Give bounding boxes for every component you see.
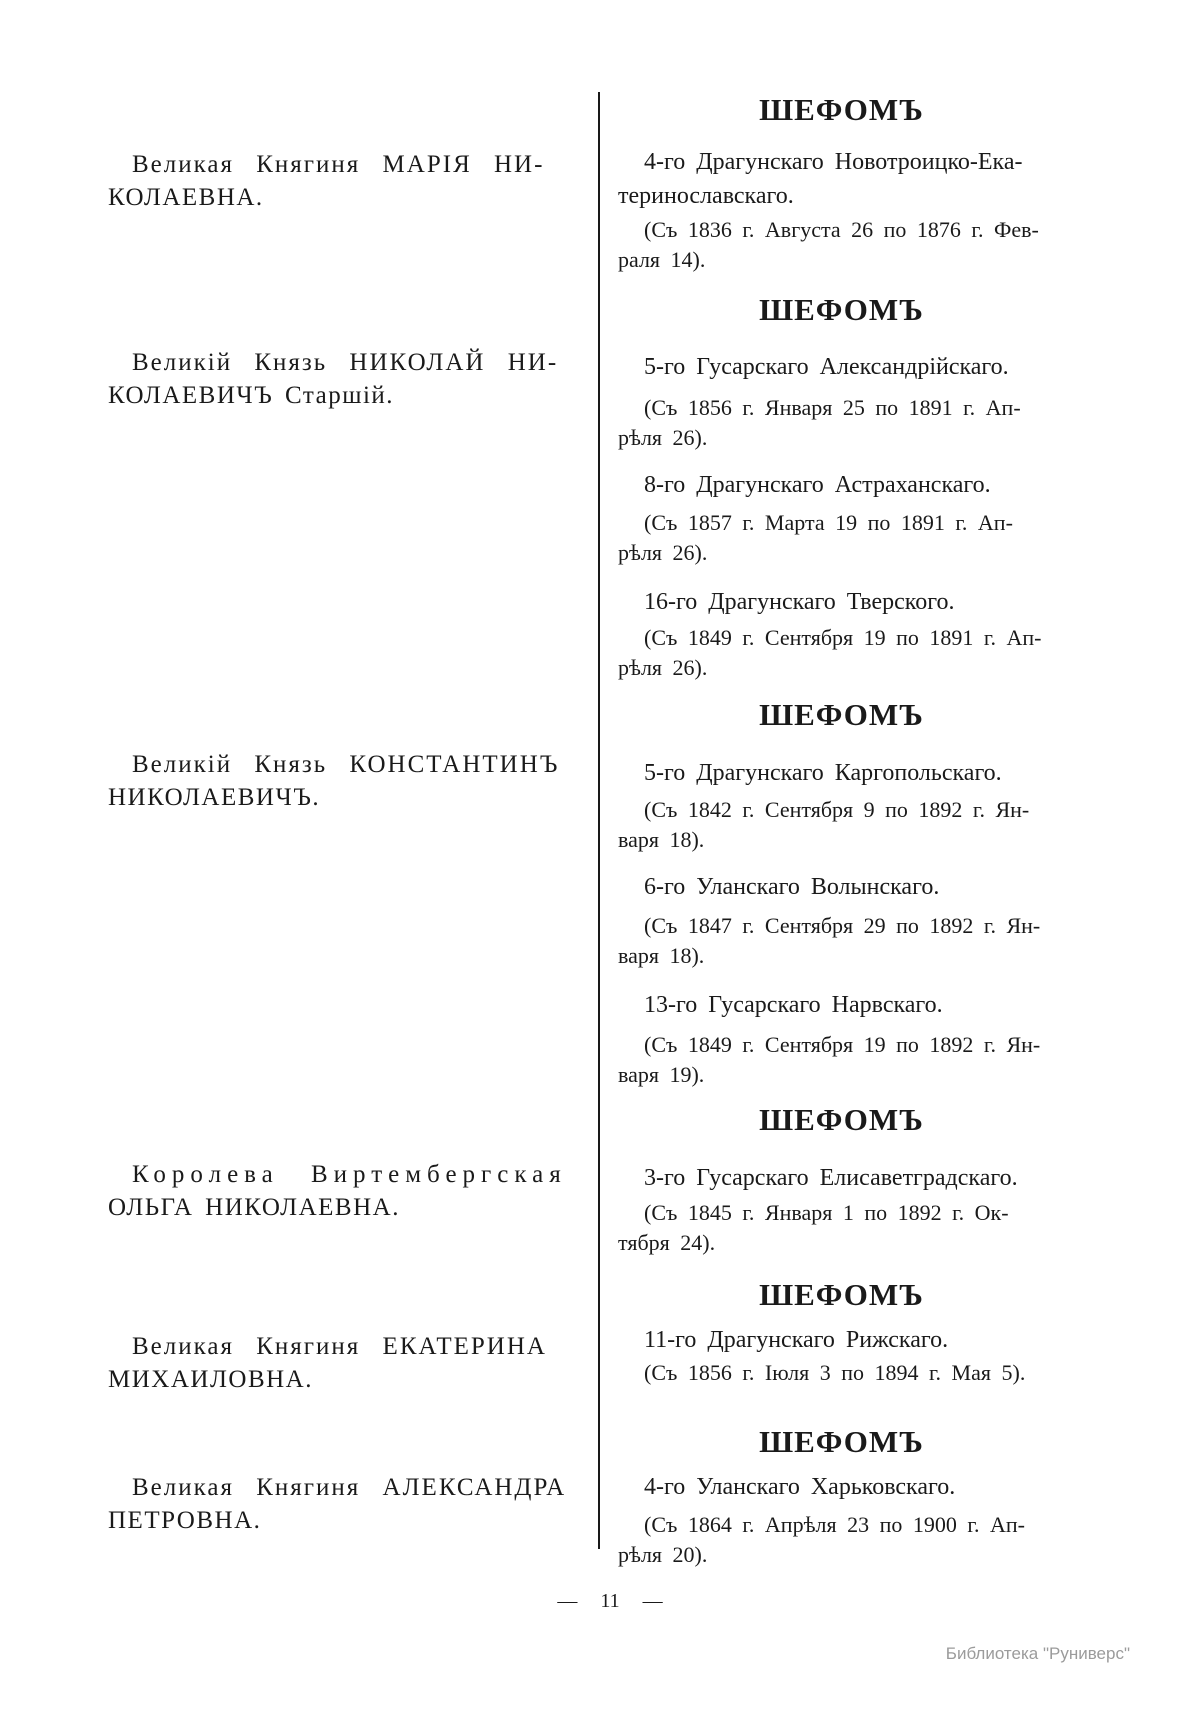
section-heading: ШЕФОМЪ bbox=[759, 1424, 924, 1459]
person-name-line: Великая Княгиня МАРІЯ НИ- bbox=[132, 151, 545, 178]
regiment-dates: (Съ 1864 г. Апрѣля 23 по 1900 г. Ап- рѣля 20). bbox=[618, 1512, 1025, 1567]
regiment-dates: (Съ 1847 г. Сентября 29 по 1892 г. Ян- варя 18). bbox=[618, 913, 1041, 968]
library-watermark: Библиотека "Руниверс" bbox=[945, 1644, 1130, 1663]
regiment-entry: 5-го Гусарскаго Александрійскаго. bbox=[644, 354, 1009, 380]
regiment-entry: 11-го Драгунскаго Рижскаго. bbox=[644, 1327, 949, 1353]
person-name-line: Великая Княгиня АЛЕКСАНДРА bbox=[132, 1474, 567, 1501]
regiment-entry: 3-го Гусарскаго Елисаветградскаго. bbox=[644, 1165, 1018, 1191]
person-name-line: НИКОЛАЕВИЧЪ. bbox=[108, 784, 321, 811]
regiment-dates: (Съ 1842 г. Сентября 9 по 1892 г. Ян- варя 18). bbox=[618, 797, 1030, 852]
regiment-entry: 8-го Драгунскаго Астраханскаго. bbox=[644, 472, 991, 498]
person-name-line: Великая Княгиня ЕКАТЕРИНА bbox=[132, 1333, 547, 1360]
regiment-dates: (Съ 1856 г. Января 25 по 1891 г. Ап- рѣля 26). bbox=[618, 395, 1021, 450]
person-name-line: Великій Князь КОНСТАНТИНЪ bbox=[132, 751, 560, 778]
regiment-entry: 16-го Драгунскаго Тверского. bbox=[644, 589, 955, 615]
regiment-dates: (Съ 1857 г. Марта 19 по 1891 г. Ап- рѣля 26). bbox=[618, 510, 1013, 565]
regiment-entry: 5-го Драгунскаго Каргопольскаго. bbox=[644, 760, 1002, 786]
person-name-line: Великій Князь НИКОЛАЙ НИ- bbox=[132, 349, 559, 376]
page-number: — 11 — bbox=[557, 1590, 663, 1612]
section-heading: ШЕФОМЪ bbox=[759, 697, 924, 732]
section-heading: ШЕФОМЪ bbox=[759, 92, 924, 127]
regiment-entry: 6-го Уланскаго Волынскаго. bbox=[644, 874, 940, 900]
person-name-line: КОЛАЕВИЧЪ Старшій. bbox=[108, 382, 395, 409]
regiment-entry: 4-го Уланскаго Харьковскаго. bbox=[644, 1474, 956, 1500]
regiment-dates: (Съ 1849 г. Сентября 19 по 1891 г. Ап- рѣля 26). bbox=[618, 625, 1042, 680]
regiment-entry: 4-го Драгунскаго Новотроицко-Ека- теринославскаго. bbox=[618, 149, 1023, 209]
person-name-line: ОЛЬГА НИКОЛАЕВНА. bbox=[108, 1194, 400, 1221]
regiment-dates: (Съ 1856 г. Іюля 3 по 1894 г. Мая 5). bbox=[644, 1360, 1026, 1385]
person-name-line: КОЛАЕВНА. bbox=[108, 184, 264, 211]
section-heading: ШЕФОМЪ bbox=[759, 1102, 924, 1137]
person-name-line: Королева Виртембергская bbox=[132, 1161, 567, 1188]
section-heading: ШЕФОМЪ bbox=[759, 1277, 924, 1312]
regiment-dates: (Съ 1849 г. Сентября 19 по 1892 г. Ян- варя 19). bbox=[618, 1032, 1041, 1087]
person-name-line: ПЕТРОВНА. bbox=[108, 1507, 262, 1534]
regiment-dates: (Съ 1845 г. Января 1 по 1892 г. Ок- тября 24). bbox=[618, 1200, 1009, 1255]
person-name-line: МИХАИЛОВНА. bbox=[108, 1366, 313, 1393]
regiment-dates: (Съ 1836 г. Августа 26 по 1876 г. Фев- раля 14). bbox=[618, 217, 1039, 272]
section-heading: ШЕФОМЪ bbox=[759, 292, 924, 327]
regiment-entry: 13-го Гусарскаго Нарвскаго. bbox=[644, 992, 943, 1018]
